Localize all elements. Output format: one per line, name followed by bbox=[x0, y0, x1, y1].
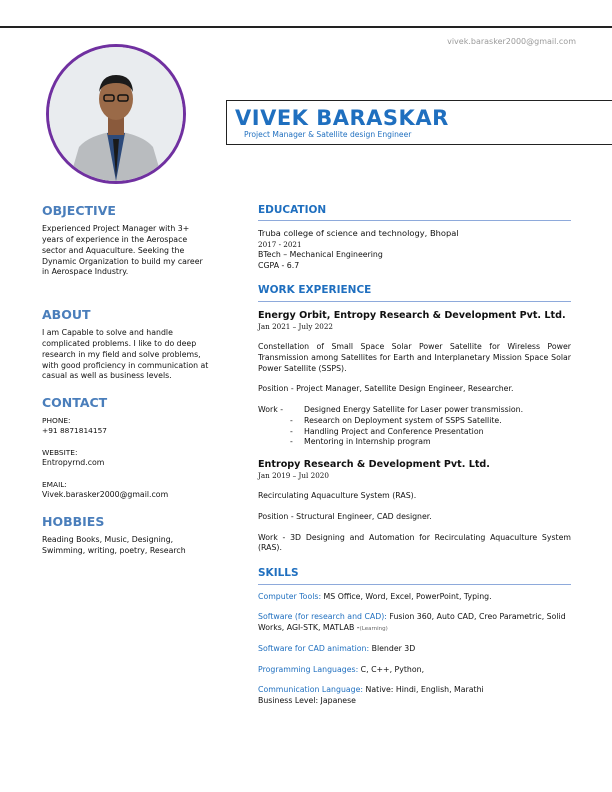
job-1: Energy Orbit, Entropy Research & Development Pvt. Ltd. Jan 2021 – July 2022 Constellation of Small Space Solar Power Satellite for Wireless Power Transmission among Satellites for Earth and Interplanetary Mission Space Solar Power Satellite (SSPS). Position - Project Manager, Satellite Design Engineer, Researcher. Work - Designed Energy Satellite for Laser power transmission. - Research on Deployment system of SSPS Satellite. - Handling Project and Conference Presentation - Mentoring in Internship program bbox=[258, 309, 571, 447]
phone-label: PHONE: bbox=[42, 416, 71, 426]
right-column bbox=[258, 203, 571, 707]
job-dates: Jan 2019 – Jul 2020 bbox=[258, 471, 329, 481]
job-title: Project Manager & Satellite design Engineer bbox=[244, 130, 412, 139]
job-work: Work - 3D Designing and Automation for Recirculating Aquaculture System (RAS). bbox=[258, 532, 571, 553]
phone: +91 8871814157 bbox=[42, 426, 107, 436]
skill-item: Computer Tools: MS Office, Word, Excel, PowerPoint, Typing. bbox=[258, 591, 492, 601]
about-heading: ABOUT bbox=[42, 307, 91, 322]
skill-item: Communication Language: Native: Hindi, English, Marathi bbox=[258, 685, 484, 695]
education-degree: BTech – Mechanical Engineering bbox=[258, 249, 383, 259]
job-description: Constellation of Small Space Solar Power Satellite for Wireless Power Transmission among Satellites for Earth and Interplanetary Mission Space Solar Power Satellite (SSPS). bbox=[258, 342, 571, 373]
work-item: Handling Project and Conference Presentation bbox=[304, 426, 484, 436]
skills-list bbox=[258, 592, 571, 707]
work-label: Work - bbox=[258, 405, 284, 415]
skills-heading: SKILLS bbox=[258, 566, 571, 584]
website-link[interactable]: Entropyrnd.com bbox=[42, 457, 105, 467]
left-column bbox=[42, 202, 212, 578]
job-position: Position - Project Manager, Satellite Design Engineer, Researcher. bbox=[258, 384, 514, 394]
job-dates: Jan 2021 – July 2022 bbox=[258, 322, 333, 332]
education-block bbox=[258, 228, 571, 271]
job-2 bbox=[258, 458, 571, 554]
work-item: Designed Energy Satellite for Laser power transmission. bbox=[304, 405, 524, 415]
skill-item: Software (for research and CAD): Fusion 360, Auto CAD, Creo Parametric, Solid Works, AGI-STK, MATLAB -(Learning) bbox=[258, 612, 566, 633]
education-years: 2017 - 2021 bbox=[258, 239, 302, 249]
objective-text: Experienced Project Manager with 3+ years of experience in the Aerospace sector and Aquaculture. Seeking the Dynamic Organization to build my career in Aerospace Industry. bbox=[42, 224, 203, 277]
website-label: WEBSITE: bbox=[42, 447, 78, 457]
skill-item: Programming Languages: C, C++, Python, bbox=[258, 664, 425, 674]
full-name: VIVEK BARASKAR bbox=[235, 106, 449, 130]
email-label: EMAIL: bbox=[42, 479, 67, 489]
name-box bbox=[226, 100, 612, 145]
skill-item: Software for CAD animation: Blender 3D bbox=[258, 643, 416, 653]
top-rule bbox=[0, 26, 612, 28]
email-link[interactable]: Vivek.barasker2000@gmail.com bbox=[42, 489, 169, 499]
job-position: Position - Structural Engineer, CAD designer. bbox=[258, 511, 432, 521]
education-school: Truba college of science and technology, Bhopal bbox=[258, 228, 459, 239]
education-cgpa: CGPA - 6.7 bbox=[258, 260, 300, 270]
skill-extra: Business Level: Japanese bbox=[258, 696, 356, 706]
job-company: Energy Orbit, Entropy Research & Development Pvt. Ltd. bbox=[258, 309, 566, 321]
education-heading: EDUCATION bbox=[258, 203, 571, 221]
hobbies-heading: HOBBIES bbox=[42, 513, 105, 529]
contact-heading: CONTACT bbox=[42, 395, 108, 410]
work-item: Mentoring in Internship program bbox=[304, 437, 431, 447]
about-text: I am Capable to solve and handle complicated problems. I like to do deep research in my field and solve problems, with good proficiency in communication at casual as well as business levels. bbox=[42, 328, 209, 381]
job-description: Recirculating Aquaculture System (RAS). bbox=[258, 491, 417, 501]
work-item: Research on Deployment system of SSPS Satellite. bbox=[304, 415, 502, 425]
hobbies-text: Reading Books, Music, Designing, Swimming, writing, poetry, Research bbox=[42, 534, 186, 555]
profile-photo bbox=[46, 44, 186, 184]
work-heading: WORK EXPERIENCE bbox=[258, 283, 571, 301]
header-email: vivek.barasker2000@gmail.com bbox=[447, 37, 576, 46]
objective-heading: OBJECTIVE bbox=[42, 203, 116, 218]
job-company: Entropy Research & Development Pvt. Ltd. bbox=[258, 459, 490, 471]
